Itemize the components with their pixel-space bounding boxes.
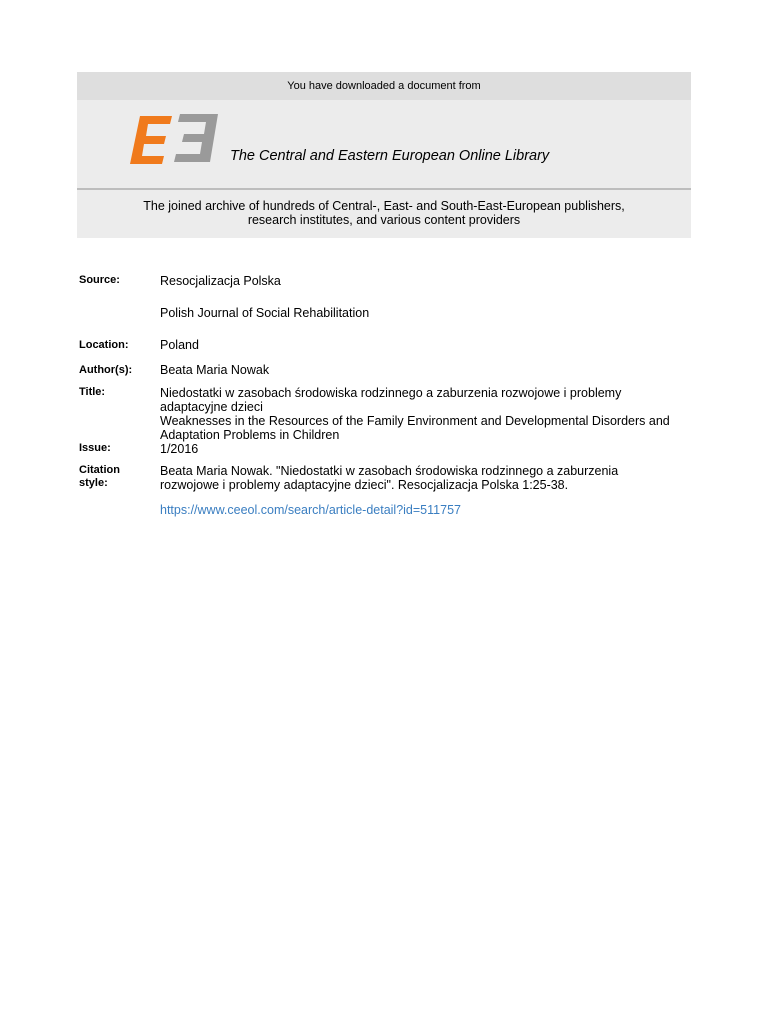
title-english-line: Adaptation Problems in Children (160, 428, 340, 442)
ceeol-banner (77, 72, 691, 238)
citation-line: rozwojowe i problemy adaptacyjne dzieci". Resocjalizacja Polska 1:25-38. (160, 478, 569, 492)
logo-orange-e (130, 116, 172, 164)
source-value: Resocjalizacja Polska (160, 274, 281, 288)
ceeol-logo (130, 112, 222, 170)
library-title: The Central and Eastern European Online Library (230, 148, 550, 164)
issue-value: 1/2016 (160, 442, 199, 456)
location-label: Location: (79, 339, 129, 351)
authors-label: Author(s): (79, 364, 133, 376)
citation-line: Beata Maria Nowak. "Niedostatki w zasobach środowiska rodzinnego a zaburzenia (160, 464, 619, 478)
citation-label-line: style: (79, 476, 108, 489)
issue-label: Issue: (79, 442, 111, 454)
authors-value: Beata Maria Nowak (160, 363, 270, 377)
citation-label (79, 464, 149, 489)
title-english-line: Weaknesses in the Resources of the Family Environment and Developmental Disorders and (160, 414, 670, 428)
location-value: Poland (160, 338, 199, 352)
tagline-line: The joined archive of hundreds of Central-, East- and South-East-European publishers, (143, 199, 625, 213)
title-polish-line: adaptacyjne dzieci (160, 400, 263, 414)
source-subtitle: Polish Journal of Social Rehabilitation (160, 306, 370, 320)
source-label: Source: (79, 274, 120, 286)
title-value (160, 386, 700, 442)
title-label: Title: (79, 386, 106, 398)
banner-tagline (77, 199, 691, 227)
citation-value (160, 464, 700, 492)
banner-divider (77, 188, 691, 190)
tagline-line: research institutes, and various content providers (247, 213, 521, 227)
logo-gray-e (174, 114, 218, 162)
title-polish-line: Niedostatki w zasobach środowiska rodzinnego a zaburzenia rozwojowe i problemy (160, 386, 622, 400)
article-url-link[interactable]: https://www.ceeol.com/search/article-detail?id=511757 (160, 503, 461, 517)
download-notice: You have downloaded a document from (77, 72, 691, 100)
citation-label-line: Citation (79, 464, 120, 476)
